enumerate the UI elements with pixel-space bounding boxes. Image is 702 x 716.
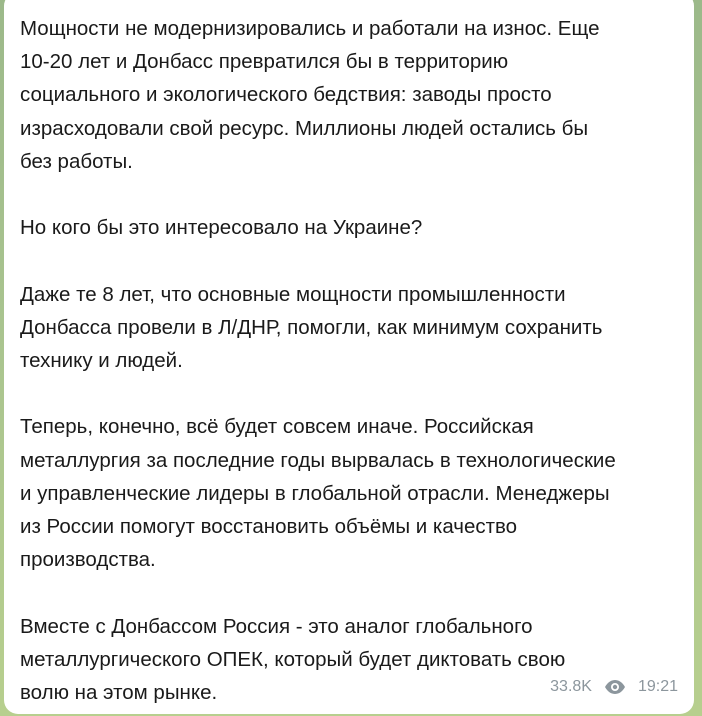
message-paragraph: Теперь, конечно, всё будет совсем иначе. Российская металлургия за последние годы вырвалась в технологические и управленческие лидеры в глобальной отрасли. Менеджеры из России помогут восстановить объёмы и качество производства. bbox=[20, 415, 616, 572]
message-paragraph: Даже те 8 лет, что основные мощности промышленности Донбасса провели в Л/ДНР, помогли, как минимум сохранить технику и людей. bbox=[20, 282, 603, 372]
eye-icon bbox=[604, 679, 626, 695]
message-text bbox=[20, 12, 678, 709]
message-meta bbox=[550, 678, 678, 696]
view-count: 33.8K bbox=[550, 678, 592, 695]
message-bubble bbox=[4, 0, 694, 714]
message-paragraph: Вместе с Донбассом Россия - это аналог глобального металлургического ОПЕК, который будет диктовать свою волю на этом рынке. bbox=[20, 614, 566, 704]
message-time: 19:21 bbox=[637, 678, 678, 695]
message-paragraph: Но кого бы это интересовало на Украине? bbox=[20, 216, 423, 240]
message-paragraph: Мощности не модернизировались и работали на износ. Еще 10-20 лет и Донбасс превратился бы в территорию социального и экологического бедствия: заводы просто израсходовали свой ресурс. Миллионы людей остались бы без работы. bbox=[20, 17, 600, 173]
